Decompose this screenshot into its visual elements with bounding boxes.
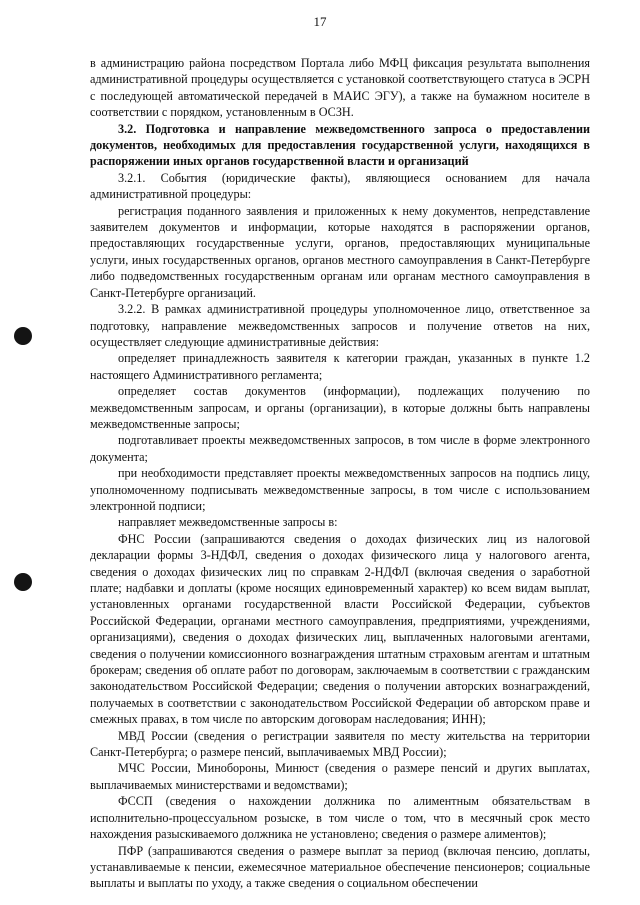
document-body <box>90 55 590 892</box>
paragraph-mvd: МВД России (сведения о регистрации заявителя по месту жительства на территории Санкт-Петербурга; о размере пенсий, выплачиваемых МВД России); <box>90 728 590 760</box>
paragraph-pfr: ПФР (запрашиваются сведения о размере выплат за период (включая пенсию, доплаты, устанавливаемые к пенсии, ежемесячное материальное обеспечение пенсионеров; социальные выплаты и выплаты по уходу, а также сведения о социальном обеспечении <box>90 843 590 891</box>
paragraph-fssp: ФССП (сведения о нахождении должника по алиментным обязательствам в исполнительно-процессуальном розыске, в том числе о том, что в месячный срок место нахождения разыскиваемого должника не установлено; сведения о размере алиментов); <box>90 794 590 842</box>
section-heading-3-2: 3.2. Подготовка и направление межведомственного запроса о предоставлении документов, необходимых для предоставления государственной услуги, находящихся в распоряжении иных органов государственной власти и организаций <box>90 121 590 169</box>
paragraph-3-2-1: 3.2.1. События (юридические факты), являющиеся основанием для начала административной процедуры: <box>90 170 590 202</box>
punch-hole-bottom <box>14 573 32 591</box>
paragraph-action-send-requests: направляет межведомственные запросы в: <box>118 515 338 530</box>
paragraph-3-2-2: 3.2.2. В рамках административной процедуры уполномоченное лицо, ответственное за подготовку, направление межведомственных запросов и получение ответов на них, осуществляет следующие административные действия: <box>90 302 590 349</box>
paragraph-action-submit-for-signature: при необходимости представляет проекты межведомственных запросов на подпись лицу, уполномоченному подписывать межведомственные запросы, в том числе с использованием электронной подписи; <box>90 466 590 513</box>
page-number: 17 <box>313 14 327 29</box>
punch-hole-top <box>14 327 32 345</box>
paragraph-fns: ФНС России (запрашиваются сведения о доходах физических лиц из налоговой декларации формы 3-НДФЛ, сведения о доходах физического лица у налогового агента, сведения о доходах физических лиц по справкам 2-НДФЛ (включая сведения о заработной плате; надбавки и доплаты (кроме носящих единовременный характер) ко всем видам выплат, установленных органами государственной власти Российской Федерации, субъектов Российской Федерации, органами местного самоуправления, предприятиями, учреждениями, организациями), сведения о доходах физических лиц, выплаченных налоговыми агентами, сведения о получении комиссионного вознаграждения штатным страховым агентам и штатным брокерам; сведения об оплате работ по договорам, заключаемым в соответствии с гражданским законодательством Российской Федерации; сведения о получении авторских вознаграждений, получаемых в соответствии с законодательством Российской Федерации об авторском праве и смежных правах, в том числе по авторским договорам наследования; ИНН); <box>90 531 590 727</box>
paragraph-action-determine-category: определяет принадлежность заявителя к категории граждан, указанных в пункте 1.2 настоящего Административного регламента; <box>90 351 590 382</box>
paragraph-continuation: в администрацию района посредством Портала либо МФЦ фиксация результата выполнения административной процедуры осуществляется с установкой соответствующего статуса в ЭСРН с последующей автоматической передачей в МАИС ЭГУ), а также на бумажном носителе в соответствии с порядком, установленным в ОСЗН. <box>90 56 590 120</box>
paragraph-action-determine-documents: определяет состав документов (информации), подлежащих получению по межведомственным запросам, и органы (организации), в которые должны быть направлены межведомственные запросы; <box>90 384 590 431</box>
paragraph-action-prepare-requests: подготавливает проекты межведомственных запросов, в том числе в форме электронного документа; <box>90 433 590 464</box>
paragraph-mchs: МЧС России, Минобороны, Минюст (сведения о размере пенсий и других выплатах, выплачиваемых министерствами и ведомствами); <box>90 761 590 792</box>
paragraph-registration: регистрация поданного заявления и приложенных к нему документов, непредставление заявителем документов и информации, которые находятся в распоряжении органов, предоставляющих государственные услуги, органов, предоставляющих муниципальные услуги, иных государственных органов, органов местного самоуправления в Санкт-Петербурге либо подведомственных государственным органам или органам местного самоуправления в Санкт-Петербурге организаций. <box>90 203 590 300</box>
